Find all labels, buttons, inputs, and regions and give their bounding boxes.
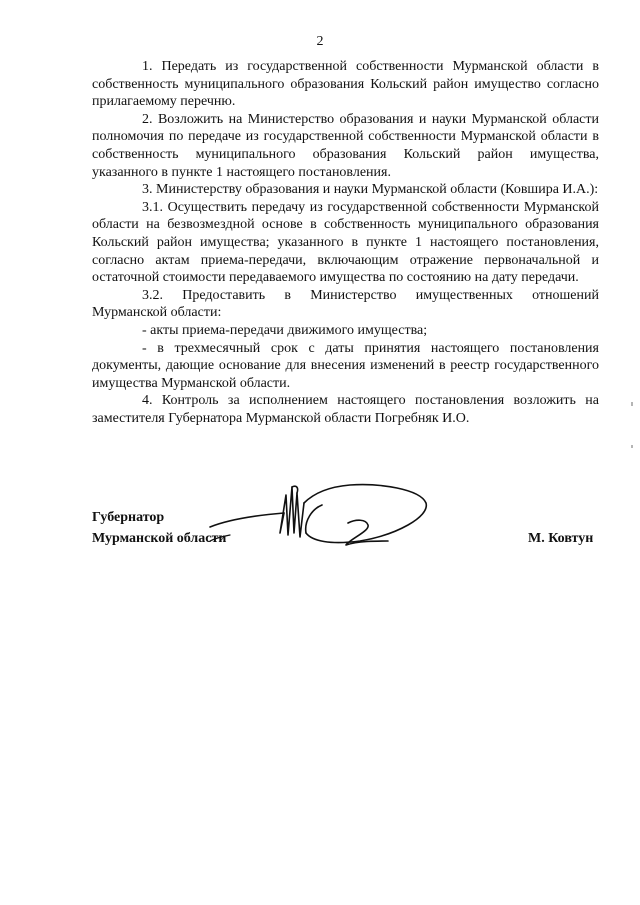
signatory-position-line2: Мурманской области [92,531,227,546]
paragraph-3-1: 3.1. Осуществить передачу из государственной собственности Мурманской области на безвозмездной основе в собственность муниципального образования Кольский район имущества; указанного в пункте 1 настоящего постановления, согласно актам приема-передачи, включающим отражение первоначальной и остаточной стоимости передаваемого имущества по состоянию на дату передачи. [92,199,599,286]
scan-edge-mark [631,402,633,406]
paragraph-3-2-item-2: - в трехмесячный срок с даты принятия настоящего постановления документы, дающие основание для внесения изменений в реестр государственного имущества Мурманской области. [92,340,599,391]
paragraph-4: 4. Контроль за исполнением настоящего постановления возложить на заместителя Губернатора Мурманской области Погребняк И.О. [92,393,599,426]
scan-edge-mark [631,445,633,448]
paragraph-2: 2. Возложить на Министерство образования и науки Мурманской области полномочия по передаче из государственной собственности Мурманской области в собственность муниципального образования Кольский район имущества, указанного в пункте 1 настоящего постановления. [92,111,599,180]
paragraph-3: 3. Министерству образования и науки Мурманской области (Ковшира И.А.): [142,182,599,198]
signatory-name: М. Ковтун [528,531,594,546]
signatory-position-line1: Губернатор [92,510,165,525]
paragraph-3-2: 3.2. Предоставить в Министерство имущественных отношений Мурманской области: [92,287,599,321]
document-body [92,58,599,427]
paragraph-1: 1. Передать из государственной собственности Мурманской области в собственность муниципального образования Кольский район имущество согласно прилагаемому перечню. [92,59,599,110]
handwritten-signature [200,475,440,555]
page-number: 2 [316,34,324,49]
paragraph-3-2-item-1: - акты приема-передачи движимого имущества; [142,322,428,338]
